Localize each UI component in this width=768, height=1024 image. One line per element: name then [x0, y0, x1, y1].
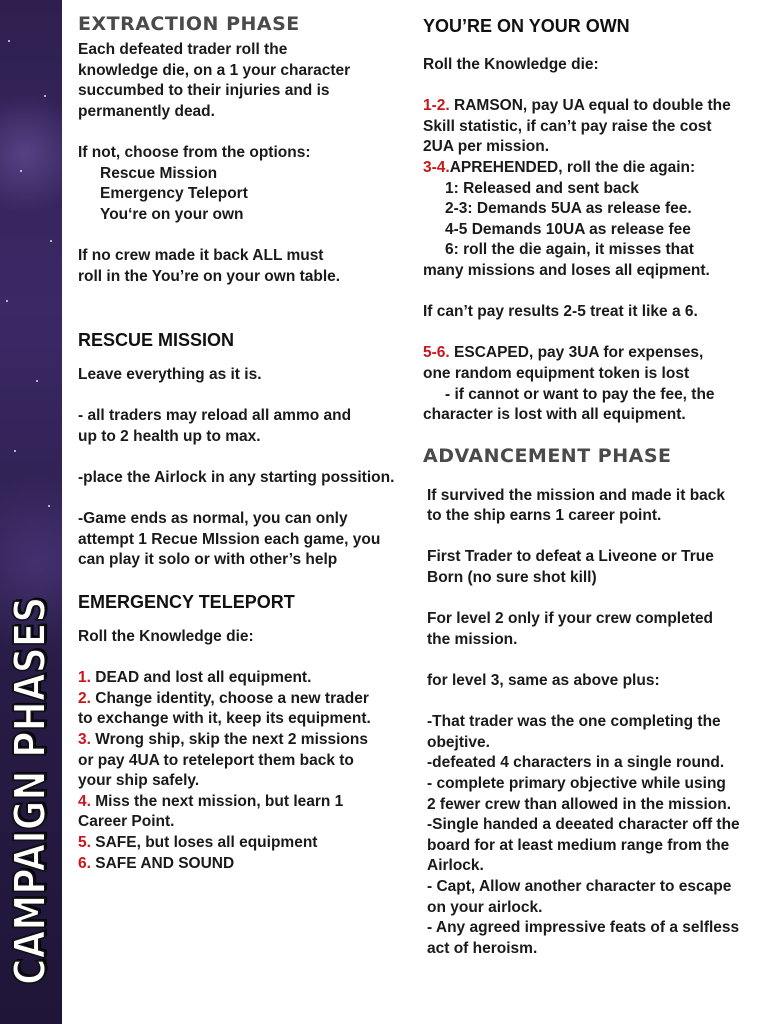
- text-line: knowledge die, on a 1 your character: [78, 61, 351, 79]
- star-decoration: [6, 300, 8, 302]
- text-line: Each defeated trader roll the: [78, 41, 288, 58]
- result-number: 1.: [78, 669, 91, 687]
- result-number: 6.: [78, 854, 91, 872]
- text-line: to the ship earns 1 career point.: [427, 507, 662, 525]
- text-line: succumbed to their injuries and is: [78, 82, 330, 100]
- star-decoration: [8, 40, 10, 42]
- list-item: - Capt, Allow another character to escape: [427, 877, 732, 895]
- list-item: -That trader was the one completing the: [427, 713, 721, 731]
- star-decoration: [50, 240, 52, 242]
- star-decoration: [44, 95, 46, 97]
- result-item: 1-2. RAMSON, pay UA equal to double the: [423, 97, 731, 115]
- text-line: If no crew made it back ALL must: [78, 246, 324, 264]
- sub-item: - if cannot or want to pay the fee, the: [445, 385, 715, 403]
- result-number: 5.: [78, 834, 91, 851]
- rescue-heading: RESCUE MISSION: [78, 330, 235, 351]
- text-line: for level 3, same as above plus:: [427, 672, 660, 690]
- result-item: 3. Wrong ship, skip the next 2 missions: [78, 731, 368, 749]
- text-line: the mission.: [427, 630, 518, 648]
- text-line: or pay 4UA to reteleport them back to: [78, 751, 354, 769]
- text-line: 2UA per mission.: [423, 138, 550, 156]
- sub-item: 2-3: Demands 5UA as release fee.: [445, 200, 692, 218]
- result-item: 3-4.APREHENDED, roll the die again:: [423, 158, 696, 176]
- text-line: If survived the mission and made it back: [427, 486, 726, 504]
- result-item: 2. Change identity, choose a new trader: [78, 689, 369, 707]
- list-item: Airlock.: [427, 857, 484, 875]
- result-number: 4.: [78, 792, 91, 810]
- text-line: attempt 1 Recue MIssion each game, you: [78, 530, 381, 548]
- text-line: If not, choose from the options:: [78, 143, 311, 161]
- left-column: [78, 12, 418, 874]
- result-item: 5-6. ESCAPED, pay 3UA for expenses,: [423, 344, 704, 362]
- list-item: on your airlock.: [427, 898, 543, 916]
- text-line: -place the Airlock in any starting possition.: [78, 469, 395, 487]
- text-line: your ship safely.: [78, 772, 200, 790]
- text-line: Career Point.: [78, 813, 175, 831]
- result-item: 6. SAFE AND SOUND: [78, 854, 235, 872]
- sidebar-banner: [0, 0, 62, 1024]
- option-item: Emergency Teleport: [100, 185, 248, 203]
- text-line: to exchange with it, keep its equipment.: [78, 710, 371, 728]
- list-item: -Single handed a deeated character off the: [427, 816, 740, 834]
- teleport-heading: EMERGENCY TELEPORT: [78, 592, 295, 613]
- sub-item: 1: Released and sent back: [445, 179, 639, 197]
- result-number: 5-6.: [423, 344, 450, 362]
- result-item: 1. DEAD and lost all equipment.: [78, 669, 312, 687]
- list-item: - Any agreed impressive feats of a selfless: [427, 919, 740, 937]
- sub-item: 4-5 Demands 10UA as release fee: [445, 220, 691, 238]
- right-column: [423, 12, 763, 959]
- extraction-heading: EXTRACTION PHASE: [78, 13, 300, 35]
- list-item: -defeated 4 characters in a single round.: [427, 754, 725, 772]
- text-line: can play it solo or with other’s help: [78, 551, 338, 569]
- text-line: roll in the You’re on your own table.: [78, 267, 341, 285]
- text-line: Born (no sure shot kill): [427, 569, 597, 587]
- sub-item: 6: roll the die again, it misses that: [445, 241, 694, 259]
- star-decoration: [36, 380, 38, 382]
- result-number: 3-4.: [423, 158, 450, 176]
- result-number: 1-2.: [423, 97, 450, 115]
- result-item: 4. Miss the next mission, but learn 1: [78, 792, 344, 810]
- text-line: Leave everything as it is.: [78, 366, 262, 384]
- list-item: board for at least medium range from the: [427, 836, 730, 854]
- text-line: For level 2 only if your crew completed: [427, 610, 713, 628]
- text-line: Skill statistic, if can’t pay raise the cost: [423, 117, 712, 135]
- result-number: 3.: [78, 731, 91, 749]
- result-number: 2.: [78, 689, 91, 707]
- list-item: obejtive.: [427, 733, 490, 751]
- list-item: 2 fewer crew than allowed in the mission.: [427, 795, 732, 813]
- text-line: character is lost with all equipment.: [423, 406, 686, 424]
- option-item: Rescue Mission: [100, 164, 218, 182]
- own-heading: YOU’RE ON YOUR OWN: [423, 16, 630, 36]
- sidebar-title: CAMPAIGN PHASES: [5, 596, 56, 985]
- text-line: - all traders may reload all ammo and: [78, 407, 352, 425]
- list-item: act of heroism.: [427, 939, 538, 957]
- option-item: You‘re on your own: [100, 205, 244, 223]
- text-line: many missions and loses all eqipment.: [423, 261, 710, 279]
- text-line: permanently dead.: [78, 102, 215, 120]
- text-line: First Trader to defeat a Liveone or True: [427, 548, 714, 566]
- text-line: If can’t pay results 2-5 treat it like a 6.: [423, 303, 698, 321]
- text-line: Roll the Knowledge die:: [78, 628, 254, 646]
- advancement-heading: ADVANCEMENT PHASE: [423, 444, 672, 467]
- text-line: up to 2 health up to max.: [78, 427, 261, 445]
- star-decoration: [48, 505, 50, 507]
- text-line: -Game ends as normal, you can only: [78, 510, 348, 528]
- result-item: 5. SAFE, but loses all equipment: [78, 834, 318, 851]
- list-item: - complete primary objective while using: [427, 775, 726, 792]
- advancement-body: [423, 486, 763, 960]
- star-decoration: [20, 170, 22, 172]
- text-line: one random equipment token is lost: [423, 364, 690, 382]
- star-decoration: [14, 450, 16, 452]
- text-line: Roll the Knowledge die:: [423, 56, 599, 73]
